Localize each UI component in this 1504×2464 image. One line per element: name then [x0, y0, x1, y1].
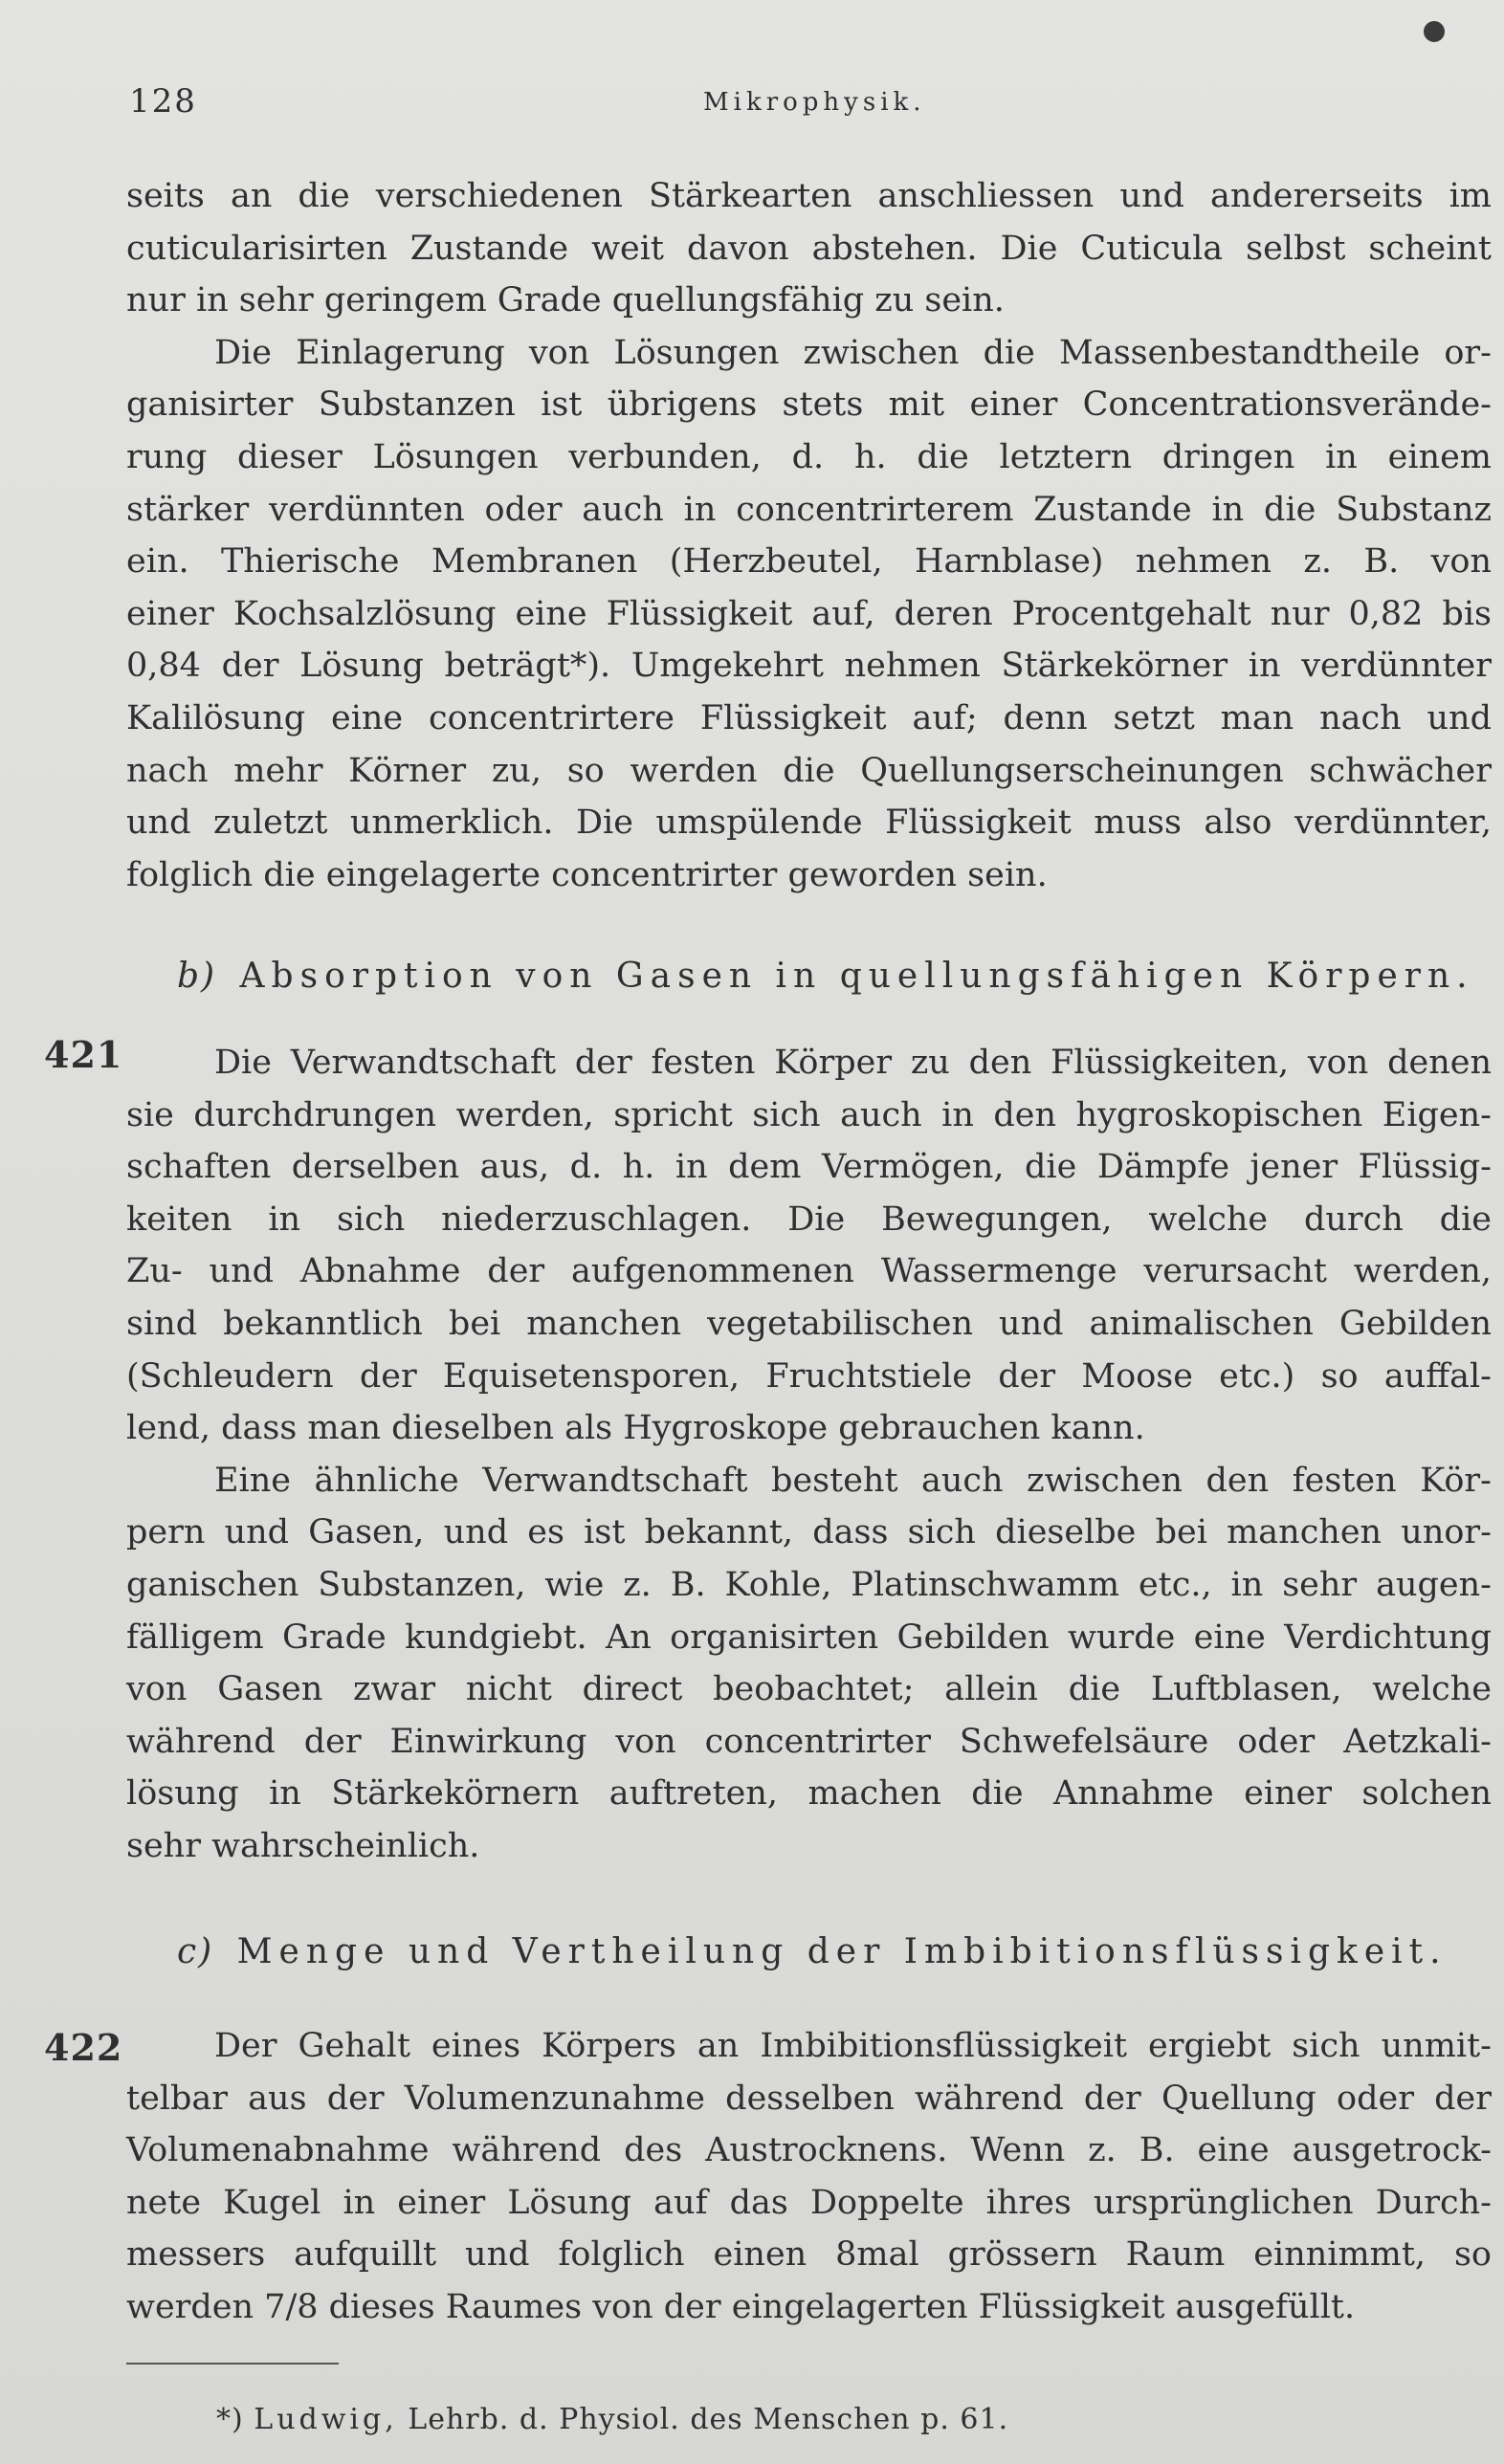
margin-number: 421 [44, 1033, 123, 1076]
section-label: b) [177, 957, 217, 996]
section-title: Absorption von Gasen in quellungsfähigen Körpern. [239, 957, 1474, 996]
text-line: rung dieser Lösungen verbunden, d. h. die letztern dringen in einem [126, 437, 1492, 476]
text-line: Volumenabnahme während des Austrocknens. Wenn z. B. eine ausgetrock- [126, 2131, 1492, 2170]
text-line: keiten in sich niederzuschlagen. Die Bewegungen, welche durch die [126, 1199, 1492, 1239]
ink-spot [1424, 21, 1445, 42]
footnote-marker: *) [216, 2403, 244, 2436]
text-line: lösung in Stärkekörnern auftreten, machen die Annahme einer solchen [126, 1774, 1492, 1814]
text-line: fälligem Grade kundgiebt. An organisirten Gebilden wurde eine Verdichtung [126, 1617, 1492, 1657]
text-line: sind bekanntlich bei manchen vegetabilischen und animalischen Gebilden [126, 1304, 1492, 1343]
margin-number: 422 [44, 2026, 123, 2069]
footnote [216, 2403, 1008, 2436]
section-heading-b [177, 957, 1474, 996]
text-line: cuticularisirten Zustande weit davon abstehen. Die Cuticula selbst scheint [126, 229, 1492, 268]
text-line: Die Einlagerung von Lösungen zwischen die Massenbestandtheile or- [214, 333, 1492, 372]
text-line: stärker verdünnten oder auch in concentrirterem Zustande in die Substanz [126, 490, 1492, 529]
text-line: Zu- und Abnahme der aufgenommenen Wassermenge verursacht werden, [126, 1252, 1492, 1291]
text-line: lend, dass man dieselben als Hygroskope gebrauchen kann. [126, 1409, 1145, 1448]
text-line: 0,84 der Lösung beträgt*). Umgekehrt nehmen Stärkekörner in verdünnter [126, 647, 1492, 686]
text-line: ganischen Substanzen, wie z. B. Kohle, Platinschwamm etc., in sehr augen- [126, 1565, 1492, 1604]
footnote-rule [126, 2363, 339, 2365]
text-line: nach mehr Körner zu, so werden die Quellungserscheinungen schwächer [126, 751, 1492, 790]
text-line: während der Einwirkung von concentrirter Schwefelsäure oder Aetzkali- [126, 1722, 1492, 1761]
text-line: schaften derselben aus, d. h. in dem Vermögen, die Dämpfe jener Flüssig- [126, 1148, 1492, 1187]
paragraph-block-1 [126, 170, 1492, 901]
text-line: Eine ähnliche Verwandtschaft besteht auch zwischen den festen Kör- [214, 1461, 1492, 1500]
text-line: telbar aus der Volumenzunahme desselben während der Quellung oder der [126, 2079, 1492, 2118]
text-line: Die Verwandtschaft der festen Körper zu den Flüssigkeiten, von denen [214, 1044, 1492, 1082]
text-line: werden 7/8 dieses Raumes von der eingelagerten Flüssigkeit ausgefüllt. [126, 2287, 1356, 2326]
footnote-text: Lehrb. d. Physiol. des Menschen p. 61. [408, 2403, 1009, 2436]
text-line: einer Kochsalzlösung eine Flüssigkeit auf, deren Procentgehalt nur 0,82 bis [126, 594, 1492, 633]
text-line: nete Kugel in einer Lösung auf das Doppelte ihres ursprünglichen Durch- [126, 2183, 1492, 2222]
text-line: von Gasen zwar nicht direct beobachtet; allein die Luftblasen, welche [126, 1670, 1492, 1709]
text-line: Der Gehalt eines Körpers an Imbibitionsflüssigkeit ergiebt sich unmit- [214, 2027, 1492, 2065]
text-line: messers aufquillt und folglich einen 8mal grössern Raum einnimmt, so [126, 2235, 1492, 2275]
text-line: Kalilösung eine concentrirtere Flüssigkeit auf; denn setzt man nach und [126, 698, 1492, 737]
text-line: seits an die verschiedenen Stärkearten anschliessen und andererseits im [126, 177, 1492, 215]
page-number: 128 [129, 82, 197, 121]
text-line: sie durchdrungen werden, spricht sich auch in den hygroskopischen Eigen- [126, 1095, 1492, 1134]
text-line: ganisirter Substanzen ist übrigens stets mit einer Concentrationsverände- [126, 385, 1492, 425]
text-line: sehr wahrscheinlich. [126, 1826, 480, 1865]
section-title: Menge und Vertheilung der Imbibitionsflüssigkeit. [236, 1932, 1448, 1971]
paragraph-block-2 [126, 1037, 1492, 1873]
text-line: pern und Gasen, und es ist bekannt, dass sich dieselbe bei manchen unor- [126, 1513, 1492, 1552]
running-title: Mikrophysik. [703, 88, 926, 117]
text-line: folglich die eingelagerte concentrirter geworden sein. [126, 855, 1048, 894]
section-label: c) [177, 1932, 214, 1971]
footnote-author: Ludwig, [254, 2403, 398, 2436]
text-line: ein. Thierische Membranen (Herzbeutel, Harnblase) nehmen z. B. von [126, 542, 1492, 582]
text-line: (Schleudern der Equisetensporen, Fruchtstiele der Moose etc.) so auffal- [126, 1356, 1492, 1396]
running-head [129, 82, 1488, 121]
text-line: nur in sehr geringem Grade quellungsfähig zu sein. [126, 281, 1005, 320]
section-heading-c [177, 1932, 1448, 1971]
text-line: und zuletzt unmerklich. Die umspülende Flüssigkeit muss also verdünnter, [126, 803, 1492, 843]
paragraph-block-3 [126, 2020, 1492, 2334]
